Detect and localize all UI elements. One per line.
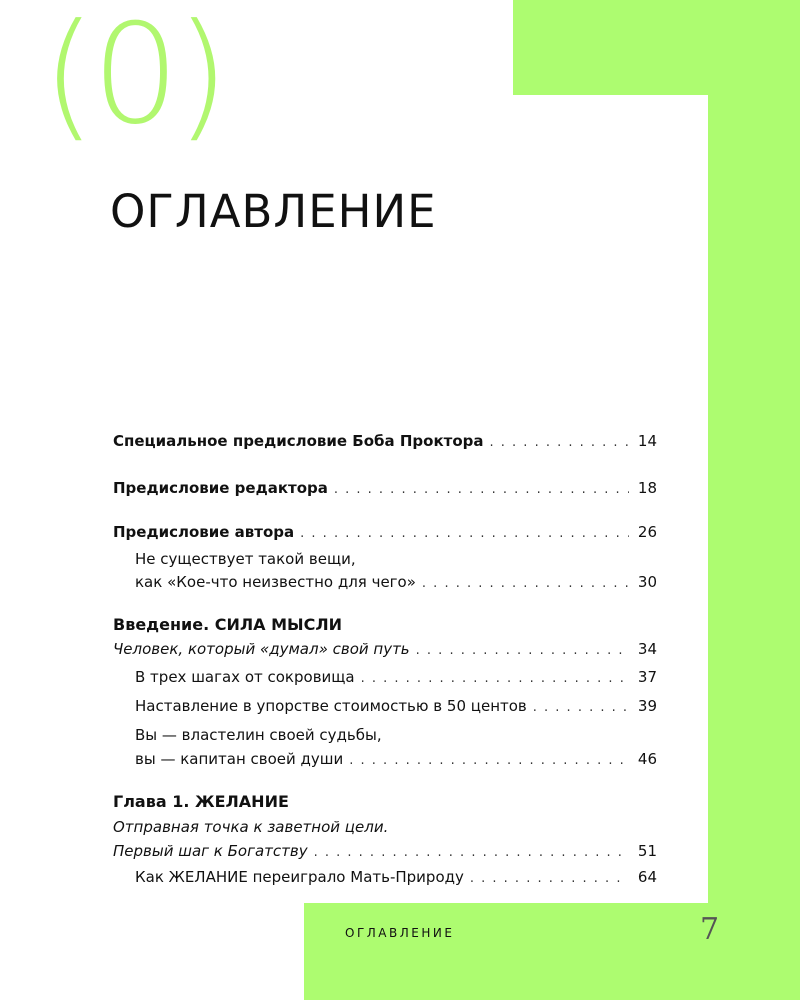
dot-leader — [416, 640, 629, 662]
toc-section-title[interactable]: Введение. СИЛА МЫСЛИ — [113, 615, 343, 634]
dot-leader — [300, 523, 629, 545]
toc-entry[interactable] — [135, 695, 657, 717]
dot-leader — [533, 697, 629, 719]
dot-leader — [334, 479, 629, 501]
chapter-mark: (0) — [42, 0, 226, 155]
dot-leader — [349, 750, 629, 772]
dot-leader — [314, 842, 629, 864]
toc-entry[interactable] — [113, 638, 657, 660]
toc-entry-title: Человек, который «думал» свой путь — [113, 640, 410, 658]
toc-entry[interactable] — [113, 521, 657, 543]
page-number: 7 — [700, 912, 720, 947]
toc-entry[interactable] — [135, 748, 657, 770]
toc-entry-title: В трех шагах от сокровища — [135, 668, 355, 686]
toc-entry[interactable] — [135, 571, 657, 593]
accent-block-right — [708, 0, 800, 1000]
toc-entry-page: 30 — [637, 573, 657, 591]
toc-entry[interactable] — [135, 666, 657, 688]
toc-entry-page: 37 — [637, 668, 657, 686]
toc-entry-title: Наставление в упорстве стоимостью в 50 центов — [135, 697, 527, 715]
toc-entry-page: 14 — [637, 432, 657, 450]
toc-entry-title-line: Отправная точка к заветной цели. — [113, 818, 389, 836]
dot-leader — [470, 868, 629, 890]
toc-entry-page: 26 — [637, 523, 657, 541]
toc-entry-page: 64 — [637, 868, 657, 886]
toc-entry[interactable] — [135, 866, 657, 888]
toc-entry-page: 18 — [637, 479, 657, 497]
toc-entry-title: Предисловие редактора — [113, 479, 328, 497]
toc-entry[interactable] — [113, 430, 657, 452]
dot-leader — [490, 432, 629, 454]
toc-entry[interactable] — [113, 477, 657, 499]
toc-entry-title-line: Не существует такой вещи, — [135, 550, 356, 568]
toc-entry-page: 46 — [637, 750, 657, 768]
accent-block-bottom — [304, 903, 800, 1000]
toc-entry-title: Специальное предисловие Боба Проктора — [113, 432, 484, 450]
toc-entry-title: Предисловие автора — [113, 523, 295, 541]
toc-entry-title: как «Кое-что неизвестно для чего» — [135, 573, 416, 591]
running-head: ОГЛАВЛЕНИЕ — [345, 926, 455, 940]
dot-leader — [422, 573, 629, 595]
toc-entry-page: 39 — [637, 697, 657, 715]
dot-leader — [361, 668, 629, 690]
toc-entry-title-line: Вы — властелин своей судьбы, — [135, 726, 382, 744]
toc-entry-title: Как ЖЕЛАНИЕ переиграло Мать-Природу — [135, 868, 464, 886]
toc-entry-title: Первый шаг к Богатству — [113, 842, 308, 860]
toc-entry[interactable] — [113, 840, 657, 862]
toc-entry-title: вы — капитан своей души — [135, 750, 344, 768]
page-title: ОГЛАВЛЕНИЕ — [110, 185, 437, 238]
toc-entry-page: 51 — [637, 842, 657, 860]
toc-section-title[interactable]: Глава 1. ЖЕЛАНИЕ — [113, 792, 289, 811]
toc-entry-page: 34 — [637, 640, 657, 658]
